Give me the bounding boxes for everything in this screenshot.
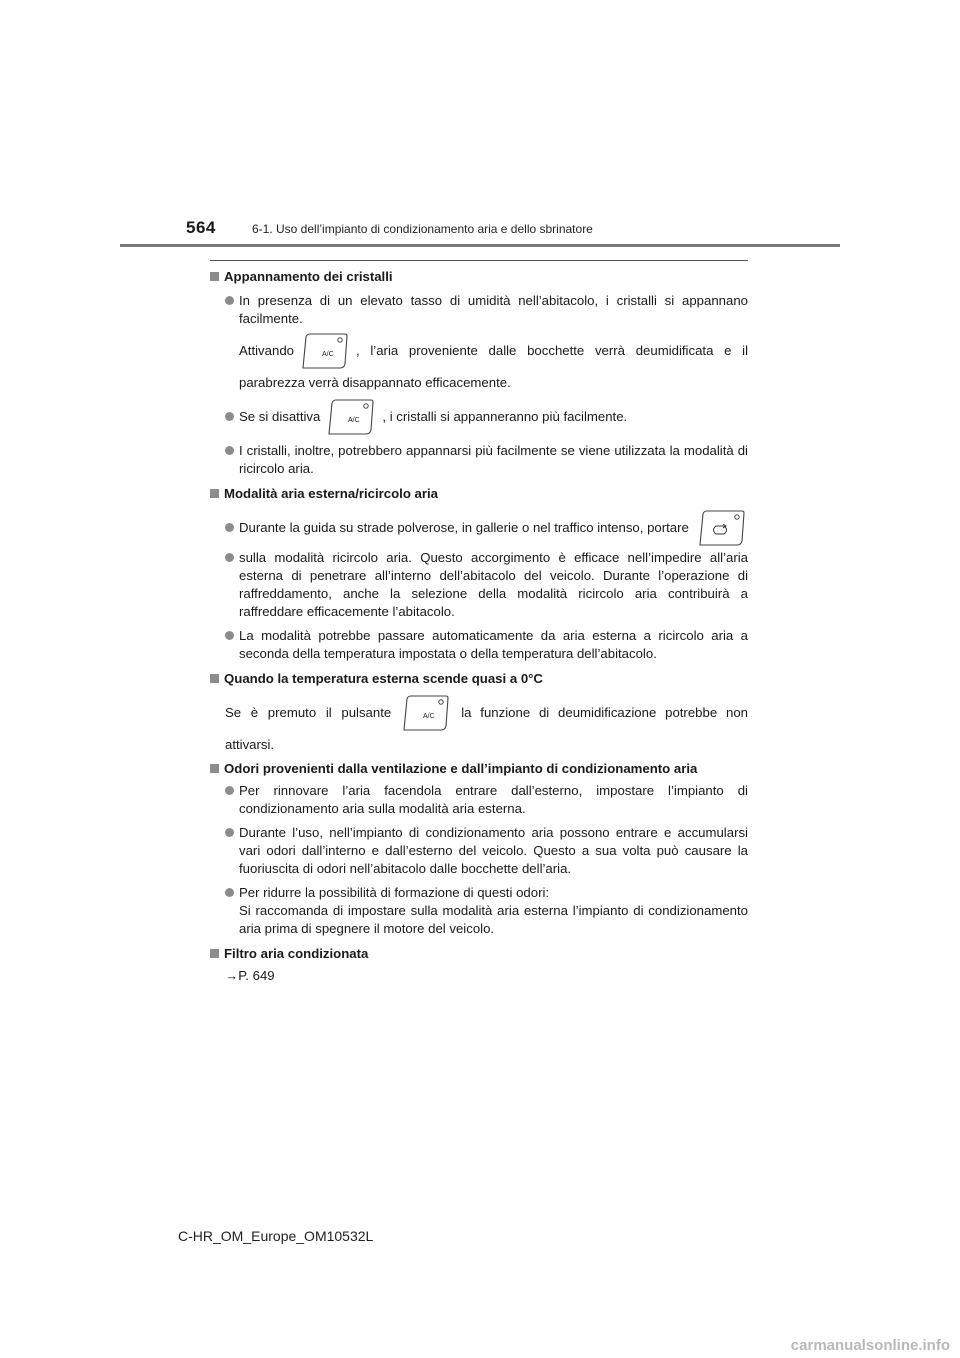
bullet-dot xyxy=(225,523,234,532)
document-code: C-HR_OM_Europe_OM10532L xyxy=(178,1228,374,1244)
text-attivarsi: attivarsi. xyxy=(225,737,275,752)
text-durante-guida: Durante la guida su strade polverose, in gallerie o nel traffico intenso, portare xyxy=(239,520,689,535)
page-content xyxy=(210,268,748,985)
heading-odori: Odori provenienti dalla ventilazione e dall’impianto di condizionamento aria xyxy=(210,760,748,778)
text-se-si-disattiva: Se si disattiva xyxy=(239,409,321,424)
ac-icon-label: A/C xyxy=(423,713,435,720)
bullet-odori-accumulo: Durante l’uso, nell’impianto di condizionamento aria possono entrare e accumularsi vari odori dall’interno e dall’esterno del veicolo. Questo a sua volta può causare la fuoriuscita di odori nell’abitacolo dalle bocchette dell’aria. xyxy=(210,824,748,878)
text-deumid-rest xyxy=(461,704,748,722)
page-number: 564 xyxy=(186,218,216,237)
text-deumidificazione: la funzione di deumidificazione potrebbe non xyxy=(461,705,748,720)
text-deumidificata: , l’aria proveniente dalle bocchette verrà deumidificata e il xyxy=(356,343,748,358)
ac-icon-label: A/C xyxy=(322,351,334,358)
heading-filtro: Filtro aria condizionata xyxy=(210,945,748,963)
recirc-line xyxy=(210,509,748,547)
bullet-dot xyxy=(225,412,234,421)
text-parabrezza: parabrezza verrà disappannato efficacemente. xyxy=(239,375,511,390)
text-attivando: Attivando xyxy=(239,343,294,358)
ac-button-icon xyxy=(326,398,376,436)
bullet-ricircolo: I cristalli, inoltre, potrebbero appannarsi più facilmente se viene utilizzata la modalità di ricircolo aria. xyxy=(210,442,748,478)
text-recirc-body xyxy=(210,549,748,621)
ac-icon-label: A/C xyxy=(348,417,361,424)
bullet-ridurre xyxy=(210,884,748,938)
text-appanneranno: , i cristalli si appanneranno più facilmente. xyxy=(382,409,628,424)
text-ridurre-line1: Per ridurre la possibilità di formazione di questi odori: xyxy=(239,885,550,900)
ac-zero-line xyxy=(210,694,748,732)
bullet-auto-switch: La modalità potrebbe passare automaticamente da aria esterna a ricircolo aria a seconda della temperatura impostata o della temperatura dell’abitacolo. xyxy=(210,627,748,663)
watermark: carmanualsonline.info xyxy=(790,1337,950,1354)
section-title: 6-1. Uso dell’impianto di condizionamento aria e dello sbrinatore xyxy=(252,222,593,236)
heading-appannamento: Appannamento dei cristalli xyxy=(210,268,748,286)
bullet-rinnovare: Per rinnovare l’aria facendola entrare dall’esterno, impostare l’impianto di condizionamento aria sulla modalità aria esterna. xyxy=(210,782,748,818)
ac-button-icon xyxy=(401,694,451,732)
ac-off-line xyxy=(210,398,748,436)
ac-activate-line xyxy=(210,332,748,370)
header-rule xyxy=(120,244,840,247)
heading-temperatura: Quando la temperatura esterna scende quasi a 0°C xyxy=(210,670,748,688)
ac-button-icon xyxy=(300,332,350,370)
heading-modalita-aria: Modalità aria esterna/ricircolo aria xyxy=(210,485,748,503)
text-recirc-body-span: sulla modalità ricircolo aria. Questo accorgimento è efficace nell’impedire all’aria esterna di penetrare all’interno dell’abitacolo del veicolo. Durante l’operazione di raffreddamento, anche la selezione della modalità ricircolo aria contribuirà a raffreddare efficacemente l’abitacolo. xyxy=(239,550,748,619)
text-ridurre-line2: Si raccomanda di impostare sulla modalità aria esterna l’impianto di condizionamento aria prima di spegnere il motore del veicolo. xyxy=(239,903,748,936)
content-rule xyxy=(210,260,748,261)
text-se-premuto: Se è premuto il pulsante xyxy=(225,705,392,720)
text-attivando-rest xyxy=(356,342,748,360)
page-reference-link[interactable]: →P. 649 xyxy=(225,968,275,983)
recirculation-button-icon xyxy=(697,509,747,547)
bullet-humidity: In presenza di un elevato tasso di umidità nell’abitacolo, i cristalli si appannano facilmente. xyxy=(210,292,748,328)
